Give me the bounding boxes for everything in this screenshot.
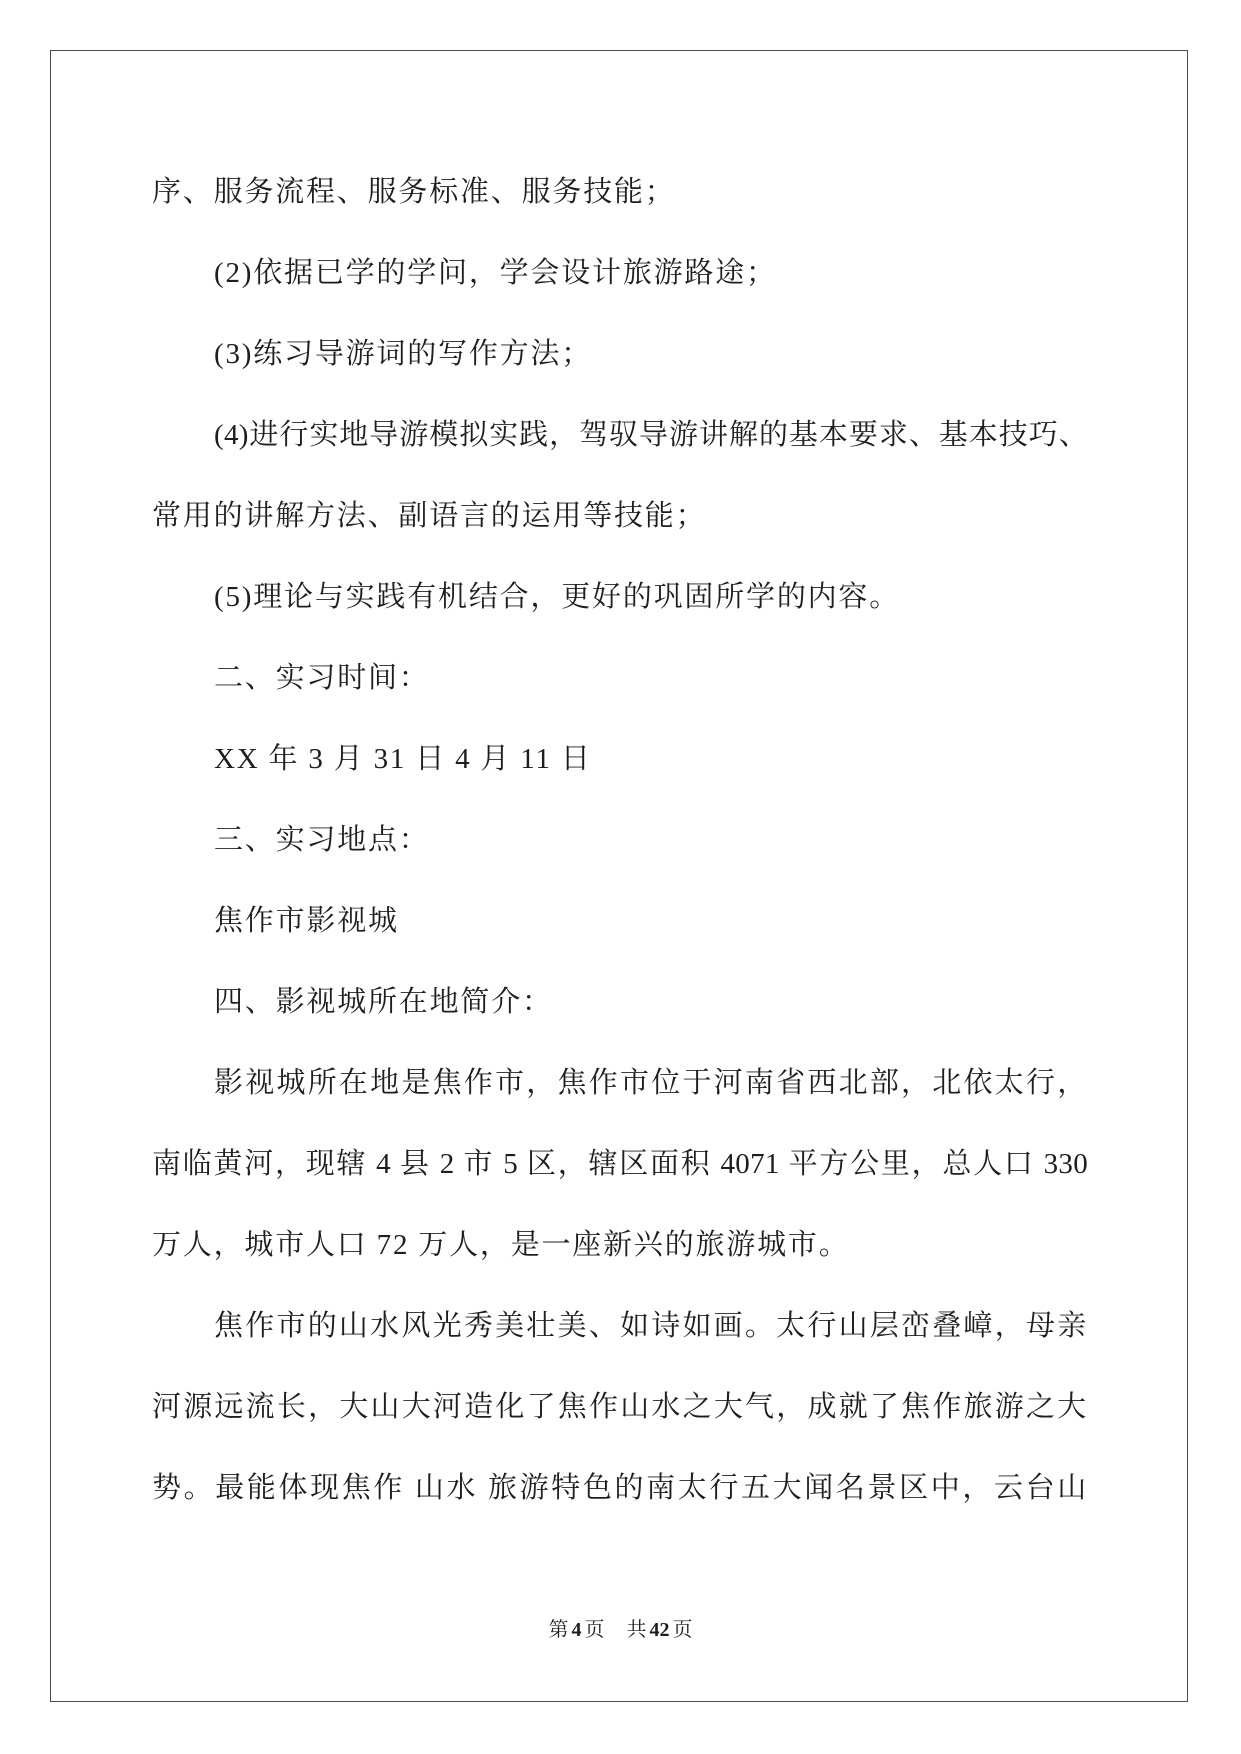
page-number-suffix: 页 (584, 1619, 605, 1641)
total-pages: 42 (649, 1619, 670, 1641)
objective-item-3: (3)练习导游词的写作方法； (214, 338, 593, 370)
section-heading-internship-time: 二、实习时间： (214, 662, 430, 694)
page-body (152, 152, 1088, 1529)
objective-item-2: (2)依据已学的学问，学会设计旅游路途； (214, 257, 777, 289)
internship-location: 焦作市影视城 (214, 905, 399, 937)
scenery-paragraph-line: 焦作市的山水风光秀美壮美、如诗如画。太行山层峦叠嶂，母亲 (214, 1310, 1088, 1342)
scenery-paragraph-line: 势。最能体现焦作 山水 旅游特色的南太行五大闻名景区中，云台山 (152, 1472, 1088, 1504)
objective-item-4-continuation: 常用的讲解方法、副语言的运用等技能； (152, 500, 707, 532)
page-number: 4 (571, 1619, 582, 1641)
total-pages-prefix: 共 (626, 1619, 647, 1641)
objective-item-4: (4)进行实地导游模拟实践，驾驭导游讲解的基本要求、基本技巧、 (214, 419, 1088, 451)
page-footer (0, 1616, 1241, 1644)
page-number-prefix: 第 (548, 1619, 569, 1641)
intro-paragraph-line: 影视城所在地是焦作市，焦作市位于河南省西北部，北依太行， (214, 1067, 1088, 1099)
scenery-paragraph-line: 河源远流长，大山大河造化了焦作山水之大气，成就了焦作旅游之大 (152, 1391, 1088, 1423)
section-heading-internship-location: 三、实习地点： (214, 824, 430, 856)
total-pages-suffix: 页 (672, 1619, 693, 1641)
objective-item-1-continuation: 序、服务流程、服务标准、服务技能； (152, 176, 676, 208)
objective-item-5: (5)理论与实践有机结合，更好的巩固所学的内容。 (214, 581, 901, 613)
section-heading-location-intro: 四、影视城所在地简介： (214, 986, 553, 1018)
intro-paragraph-line: 南临黄河，现辖 4 县 2 市 5 区，辖区面积 4071 平方公里，总人口 330 (152, 1148, 1088, 1180)
intro-paragraph-line: 万人，城市人口 72 万人，是一座新兴的旅游城市。 (152, 1229, 850, 1261)
internship-dates: XX 年 3 月 31 日 4 月 11 日 (214, 743, 592, 775)
